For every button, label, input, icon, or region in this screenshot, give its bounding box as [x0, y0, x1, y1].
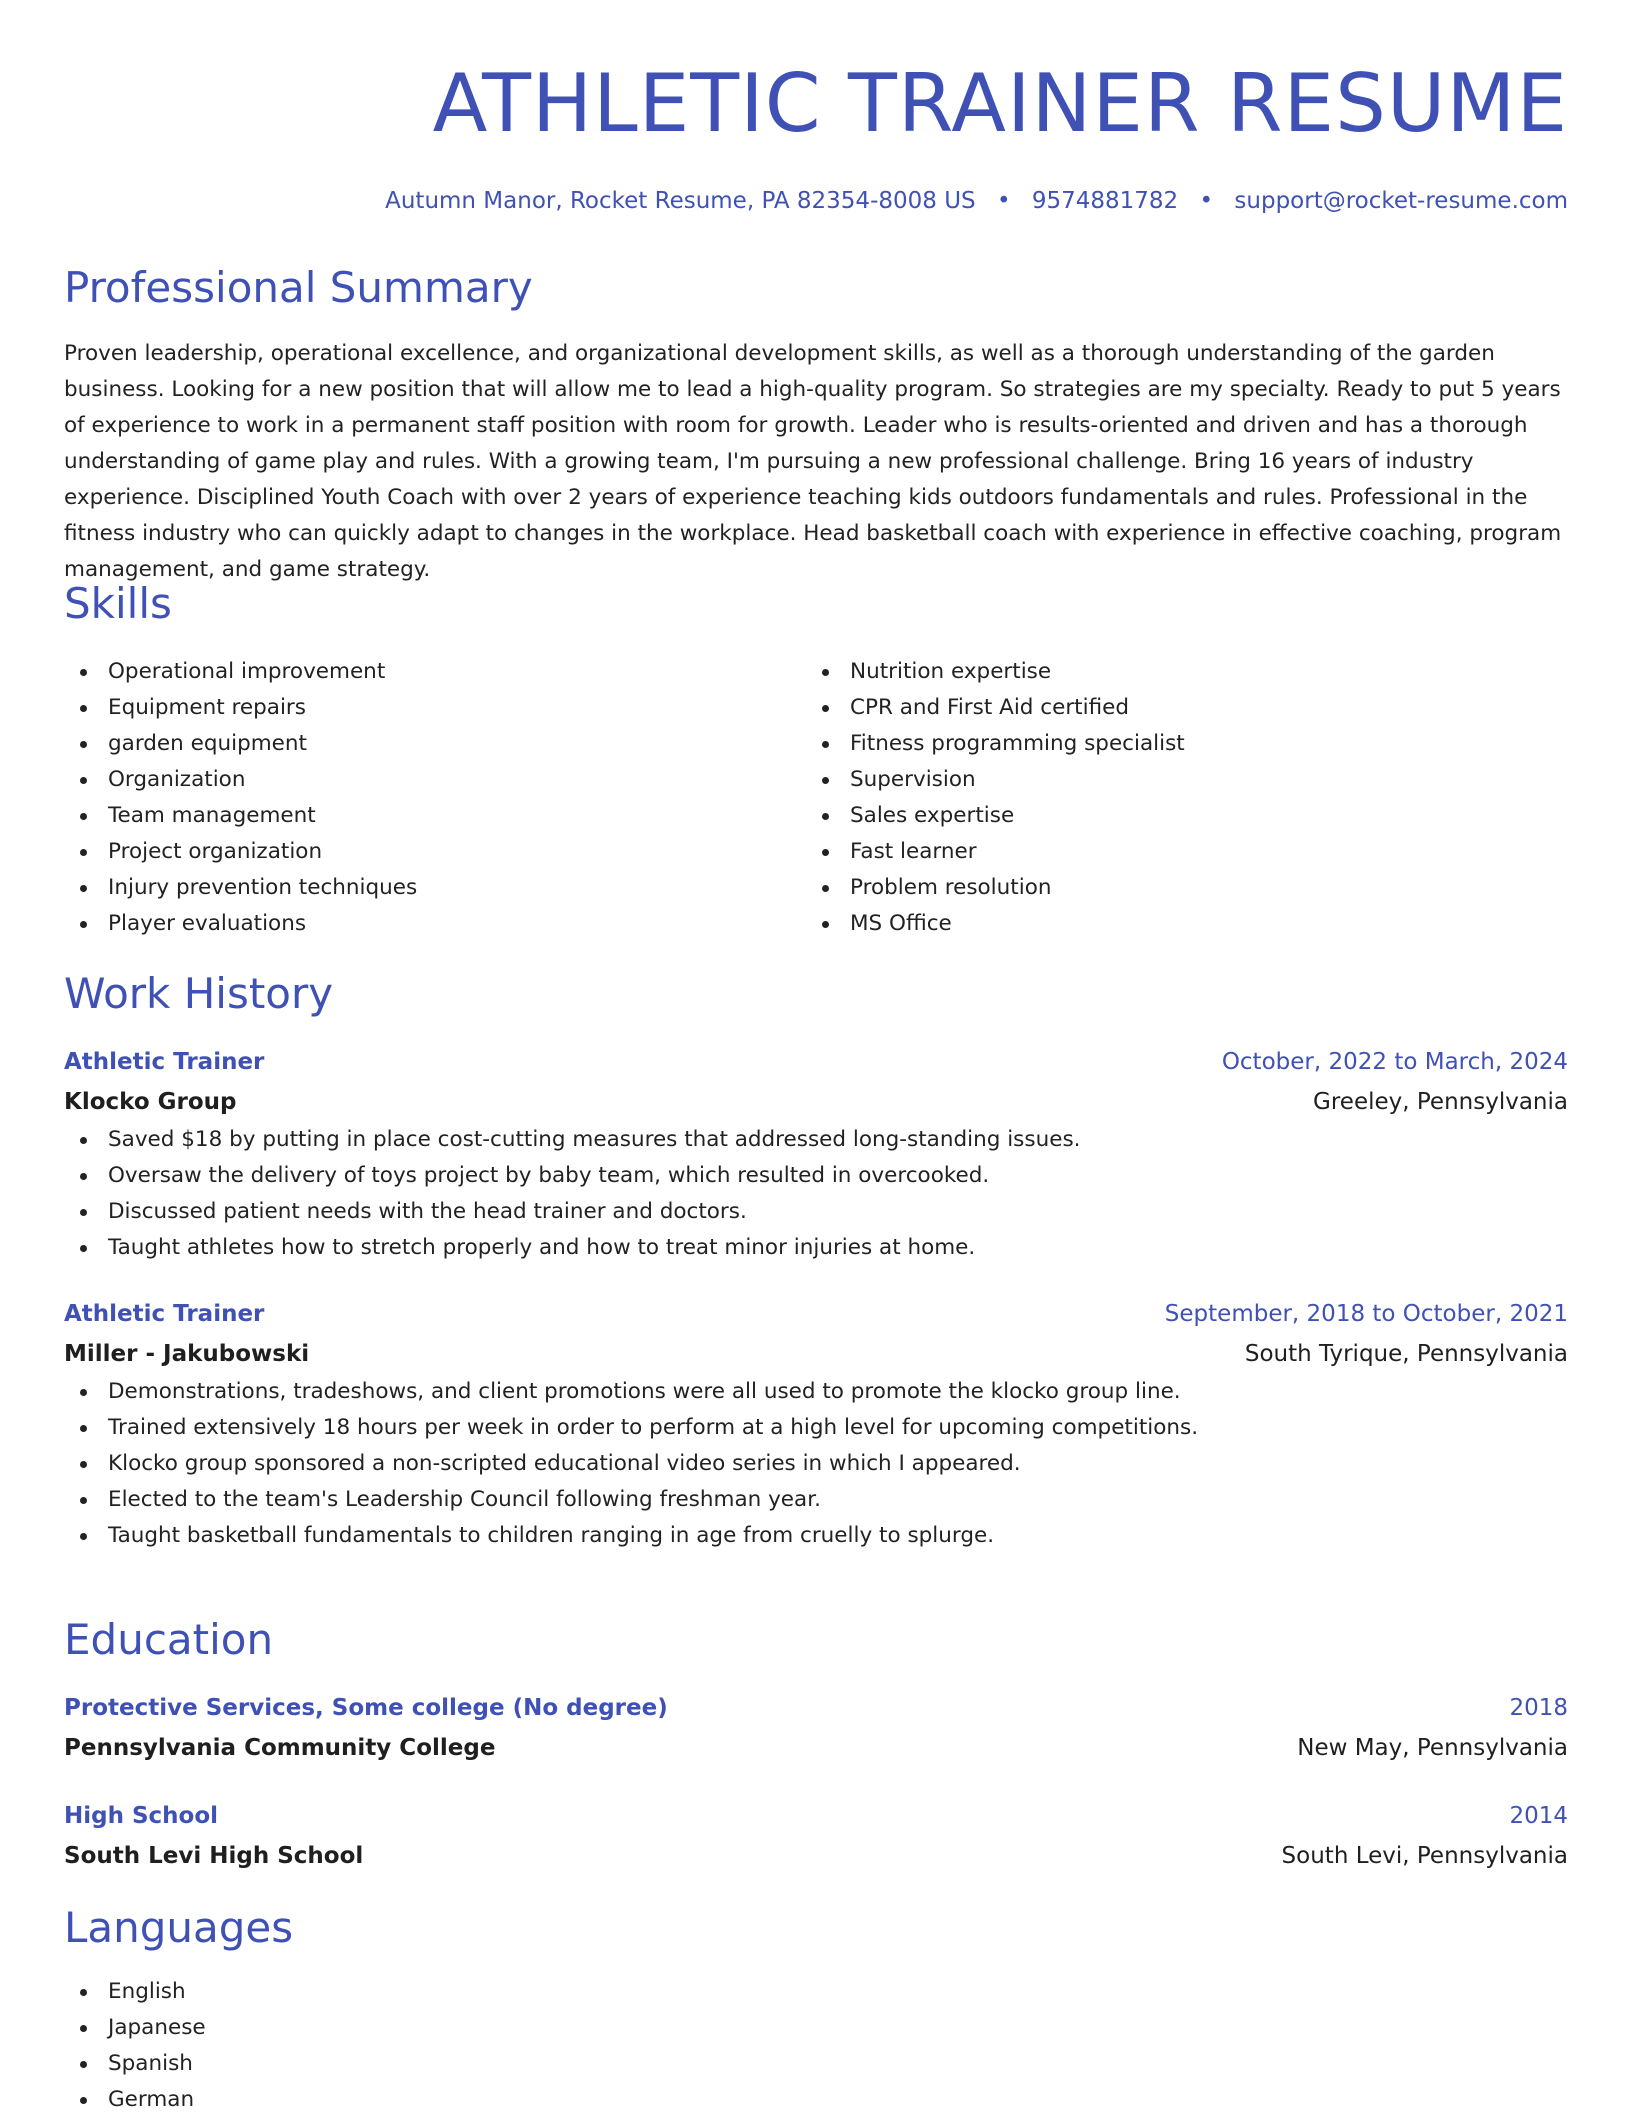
skills-list-left: [64, 654, 806, 942]
job-bullet: Elected to the team's Leadership Council following freshman year.: [64, 1482, 1568, 1518]
resume-title: ATHLETIC TRAINER RESUME: [432, 57, 1568, 150]
job-bullets: [64, 1374, 1568, 1554]
job-entry: [64, 1042, 1568, 1266]
skill-item: Problem resolution: [806, 870, 1548, 906]
skill-item: Fitness programming specialist: [806, 726, 1548, 762]
job-title: Athletic Trainer: [64, 1049, 265, 1075]
summary-section: [64, 262, 1568, 588]
job-bullet: Oversaw the delivery of toys project by baby team, which resulted in overcooked.: [64, 1158, 1568, 1194]
job-title: Athletic Trainer: [64, 1301, 265, 1327]
education-school-row: [64, 1836, 1568, 1876]
work-history-heading: Work History: [64, 969, 334, 1018]
education-section: [64, 1614, 1568, 1876]
skill-item: Player evaluations: [64, 906, 806, 942]
education-entry: [64, 1688, 1568, 1768]
skills-column-left: [64, 654, 806, 942]
job-bullet: Discussed patient needs with the head trainer and doctors.: [64, 1194, 1568, 1230]
summary-heading: Professional Summary: [64, 263, 533, 312]
language-item: Spanish: [64, 2046, 1568, 2082]
summary-text: Proven leadership, operational excellence, and organizational development skills, as well as a thorough understanding of the garden business. Looking for a new position that will allow me to lead a high-quality program. So strategies are my specialty. Ready to put 5 years of experience to work in a permanent staff position with room for growth. Leader who is results-oriented and driven and has a thorough understanding of game play and rules. With a growing team, I'm pursuing a new professional challenge. Bring 16 years of industry experience. Disciplined Youth Coach with over 2 years of experience teaching kids outdoors fundamentals and rules. Professional in the fitness industry who can quickly adapt to changes in the workplace. Head basketball coach with experience in effective coaching, program management, and game strategy.: [64, 341, 1562, 582]
languages-section: [64, 1902, 1568, 2118]
job-bullet: Taught basketball fundamentals to children ranging in age from cruelly to splurge.: [64, 1518, 1568, 1554]
skill-item: Project organization: [64, 834, 806, 870]
language-item: German: [64, 2082, 1568, 2118]
skill-item: Nutrition expertise: [806, 654, 1548, 690]
work-history-section: [64, 968, 1568, 1554]
education-degree-row: [64, 1796, 1568, 1836]
skills-list-right: [806, 654, 1548, 942]
job-bullet: Saved $18 by putting in place cost-cutting measures that addressed long-standing issues.: [64, 1122, 1568, 1158]
skill-item: Supervision: [806, 762, 1548, 798]
skill-item: Sales expertise: [806, 798, 1548, 834]
education-entry: [64, 1796, 1568, 1876]
education-location: New May, Pennsylvania: [1297, 1735, 1568, 1761]
skill-item: Equipment repairs: [64, 690, 806, 726]
job-company-row: [64, 1082, 1568, 1122]
skill-item: MS Office: [806, 906, 1548, 942]
job-bullet: Klocko group sponsored a non-scripted educational video series in which I appeared.: [64, 1446, 1568, 1482]
job-bullet: Taught athletes how to stretch properly and how to treat minor injuries at home.: [64, 1230, 1568, 1266]
job-bullet: Trained extensively 18 hours per week in order to perform at a high level for upcoming competitions.: [64, 1410, 1568, 1446]
skills-section: [64, 578, 1568, 942]
contact-separator: •: [1199, 188, 1214, 214]
job-entry: [64, 1294, 1568, 1554]
skill-item: Team management: [64, 798, 806, 834]
education-degree-row: [64, 1688, 1568, 1728]
education-school: Pennsylvania Community College: [64, 1735, 496, 1761]
skill-item: Operational improvement: [64, 654, 806, 690]
contact-line: [64, 186, 1568, 216]
skill-item: Fast learner: [806, 834, 1548, 870]
contact-email[interactable]: support@rocket-resume.com: [1234, 188, 1568, 214]
education-school-row: [64, 1728, 1568, 1768]
job-company-row: [64, 1334, 1568, 1374]
education-year: 2018: [1509, 1695, 1568, 1721]
job-bullet: Demonstrations, tradeshows, and client promotions were all used to promote the klocko group line.: [64, 1374, 1568, 1410]
languages-heading: Languages: [64, 1903, 294, 1952]
job-location: South Tyrique, Pennsylvania: [1244, 1341, 1568, 1367]
education-degree: Protective Services, Some college (No degree): [64, 1695, 668, 1721]
education-heading: Education: [64, 1615, 274, 1664]
contact-phone: 9574881782: [1031, 188, 1179, 214]
job-company: Klocko Group: [64, 1089, 237, 1115]
languages-list: [64, 1974, 1568, 2118]
education-school: South Levi High School: [64, 1843, 364, 1869]
job-title-row: [64, 1042, 1568, 1082]
skills-column-right: [806, 654, 1548, 942]
language-item: English: [64, 1974, 1568, 2010]
education-degree: High School: [64, 1803, 219, 1829]
job-bullets: [64, 1122, 1568, 1266]
education-location: South Levi, Pennsylvania: [1281, 1843, 1568, 1869]
job-title-row: [64, 1294, 1568, 1334]
language-item: Japanese: [64, 2010, 1568, 2046]
skill-item: Injury prevention techniques: [64, 870, 806, 906]
job-company: Miller - Jakubowski: [64, 1341, 310, 1367]
education-year: 2014: [1509, 1803, 1568, 1829]
contact-address: Autumn Manor, Rocket Resume, PA 82354-8008 US: [385, 188, 976, 214]
skills-columns: [64, 654, 1568, 942]
job-dates: September, 2018 to October, 2021: [1164, 1301, 1568, 1327]
skill-item: garden equipment: [64, 726, 806, 762]
resume-page: [64, 0, 1568, 2112]
job-dates: October, 2022 to March, 2024: [1221, 1049, 1568, 1075]
job-location: Greeley, Pennsylvania: [1313, 1089, 1568, 1115]
skill-item: CPR and First Aid certified: [806, 690, 1548, 726]
skills-heading: Skills: [64, 579, 172, 628]
contact-separator: •: [996, 188, 1011, 214]
skill-item: Organization: [64, 762, 806, 798]
